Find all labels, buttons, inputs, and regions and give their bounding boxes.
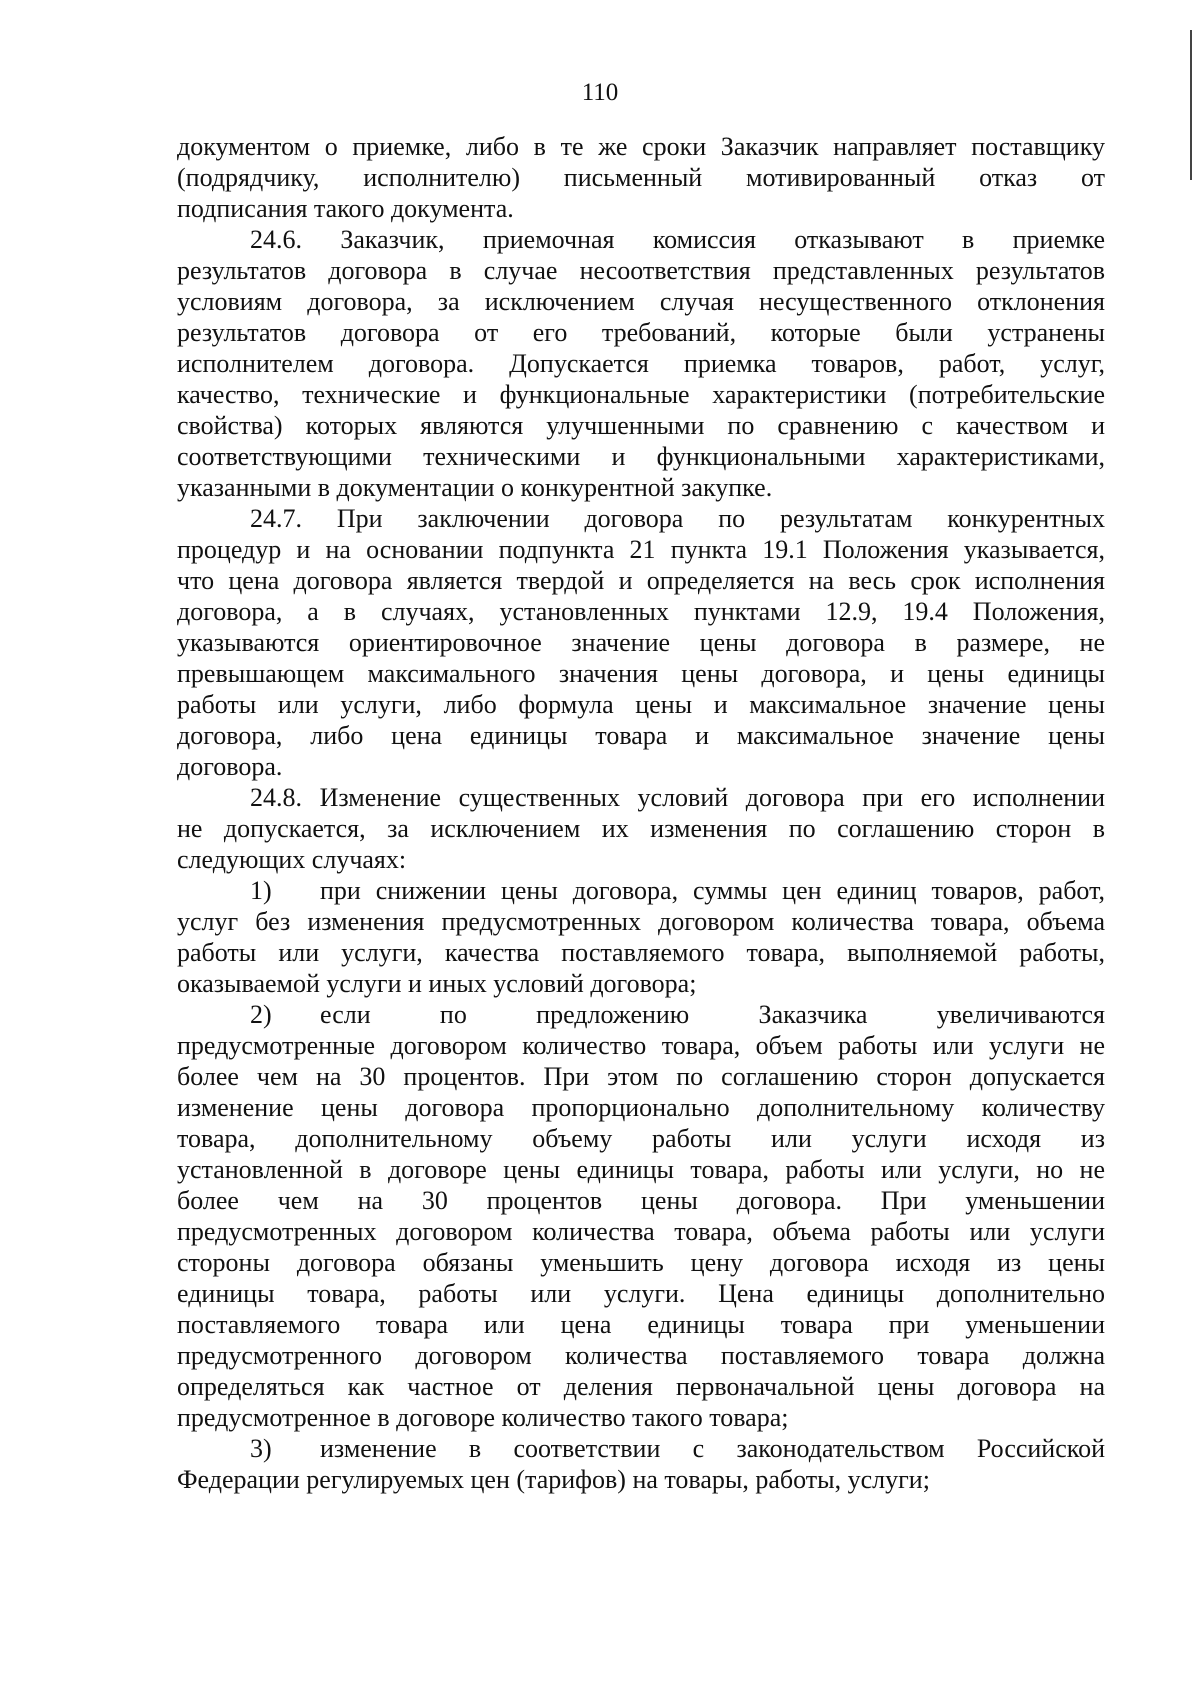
paragraph-24-8-start: 24.8. Изменение существенных условий договора при его исполнении xyxy=(250,783,1105,812)
text-line: если по предложению Заказчика увеличиваются xyxy=(320,1000,1105,1029)
text-line: исполнителем договора. Допускается приемка товаров, работ, услуг, xyxy=(177,349,1105,378)
text-line: следующих случаях: xyxy=(177,845,407,874)
text-line: предусмотренные договором количество товара, объем работы или услуги не xyxy=(177,1031,1105,1060)
paragraph-24-6-start: 24.6. Заказчик, приемочная комиссия отказывают в приемке xyxy=(250,225,1105,254)
text-line: изменение в соответствии с законодательством Российской xyxy=(320,1434,1105,1463)
text-line: соответствующими техническими и функциональными характеристиками, xyxy=(177,442,1105,471)
text-line: определяться как частное от деления первоначальной цены договора на xyxy=(177,1372,1105,1401)
list-item-number: 2) xyxy=(250,1000,272,1029)
text-line: не допускается, за исключением их изменения по соглашению сторон в xyxy=(177,814,1105,843)
text-line: единицы товара, работы или услуги. Цена единицы дополнительно xyxy=(177,1279,1105,1308)
list-item-3 xyxy=(250,1433,1105,1465)
text-line: работы или услуги, либо формула цены и максимальное значение цены xyxy=(177,690,1105,719)
text-line: процедур и на основании подпункта 21 пункта 19.1 Положения указывается, xyxy=(177,535,1105,564)
text-line: документом о приемке, либо в те же сроки Заказчик направляет поставщику xyxy=(177,132,1105,161)
text-line: оказываемой услуги и иных условий договора; xyxy=(177,969,697,998)
text-line: качество, технические и функциональные характеристики (потребительские xyxy=(177,380,1105,409)
list-item-number: 3) xyxy=(250,1434,272,1463)
text-line: стороны договора обязаны уменьшить цену договора исходя из цены xyxy=(177,1248,1105,1277)
text-line: договора, а в случаях, установленных пунктами 12.9, 19.4 Положения, xyxy=(177,597,1105,626)
text-line: подписания такого документа. xyxy=(177,194,514,223)
text-line: предусмотренное в договоре количество такого товара; xyxy=(177,1403,789,1432)
text-line: услуг без изменения предусмотренных договором количества товара, объема xyxy=(177,907,1105,936)
text-line: договора. xyxy=(177,752,283,781)
list-item-2 xyxy=(250,999,1105,1031)
text-line: результатов договора от его требований, которые были устранены xyxy=(177,318,1105,347)
text-line: Федерации регулируемых цен (тарифов) на товары, работы, услуги; xyxy=(177,1465,930,1494)
text-line: (подрядчику, исполнителю) письменный мотивированный отказ от xyxy=(177,163,1105,192)
text-line: предусмотренного договором количества поставляемого товара должна xyxy=(177,1341,1105,1370)
list-item-number: 1) xyxy=(250,876,272,905)
list-item-1 xyxy=(250,875,1105,907)
page-number: 110 xyxy=(581,79,619,106)
text-line: превышающем максимального значения цены договора, и цены единицы xyxy=(177,659,1105,688)
text-line: более чем на 30 процентов цены договора. При уменьшении xyxy=(177,1186,1105,1215)
text-line: товара, дополнительному объему работы или услуги исходя из xyxy=(177,1124,1105,1153)
text-line: поставляемого товара или цена единицы товара при уменьшении xyxy=(177,1310,1105,1339)
text-line: более чем на 30 процентов. При этом по соглашению сторон допускается xyxy=(177,1062,1105,1091)
text-line: изменение цены договора пропорционально дополнительному количеству xyxy=(177,1093,1105,1122)
text-line: договора, либо цена единицы товара и максимальное значение цены xyxy=(177,721,1105,750)
text-line: предусмотренных договором количества товара, объема работы или услуги xyxy=(177,1217,1105,1246)
paragraph-24-7-start: 24.7. При заключении договора по результатам конкурентных xyxy=(250,504,1105,533)
text-line: свойства) которых являются улучшенными по сравнению с качеством и xyxy=(177,411,1105,440)
text-line: указанными в документации о конкурентной закупке. xyxy=(177,473,773,502)
text-line: работы или услуги, качества поставляемого товара, выполняемой работы, xyxy=(177,938,1105,967)
text-line: при снижении цены договора, суммы цен единиц товаров, работ, xyxy=(320,876,1105,905)
text-line: что цена договора является твердой и определяется на весь срок исполнения xyxy=(177,566,1105,595)
text-line: условиям договора, за исключением случая несущественного отклонения xyxy=(177,287,1105,316)
text-line: результатов договора в случае несоответствия представленных результатов xyxy=(177,256,1105,285)
text-line: установленной в договоре цены единицы товара, работы или услуги, но не xyxy=(177,1155,1105,1184)
text-line: указываются ориентировочное значение цены договора в размере, не xyxy=(177,628,1105,657)
